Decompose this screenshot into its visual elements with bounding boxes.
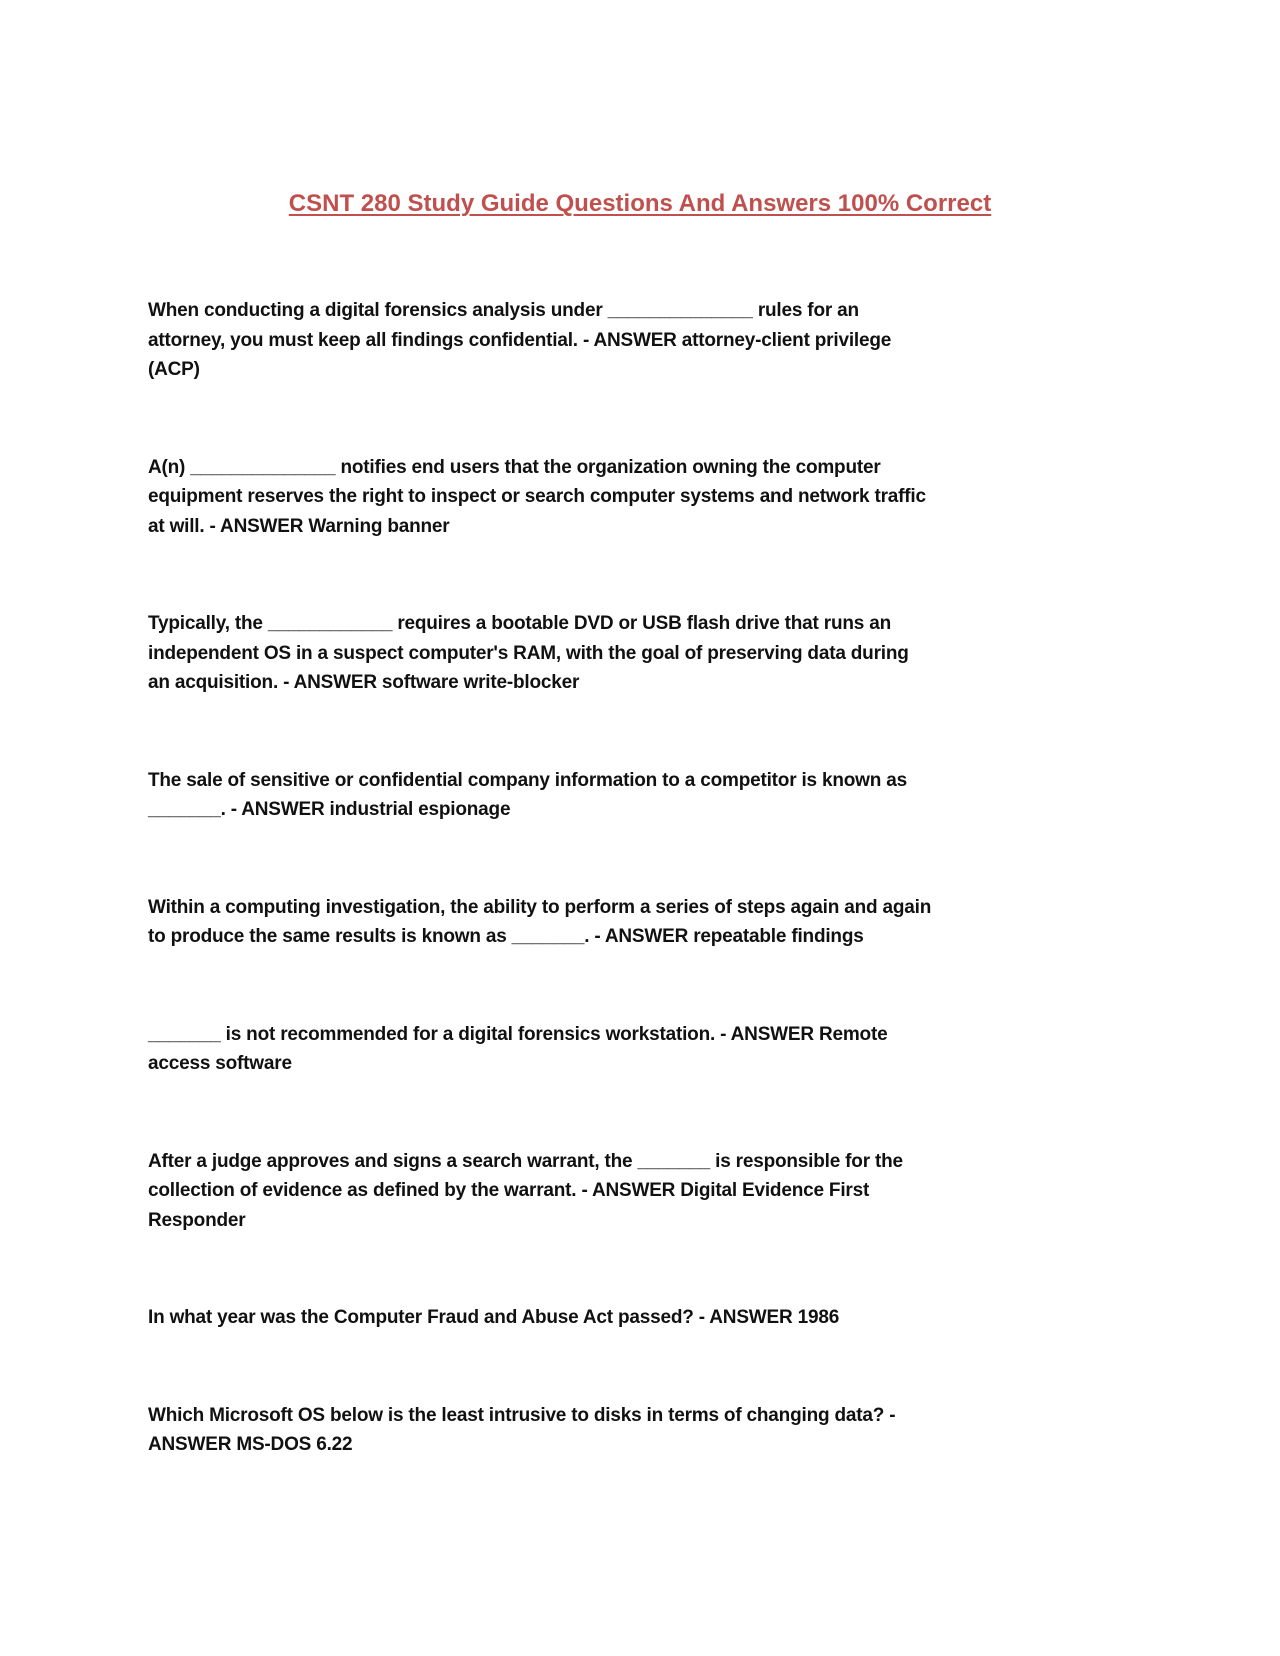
question-answer-item [148, 766, 1148, 825]
document-title-wrap [0, 190, 1280, 218]
question-answer-line: In what year was the Computer Fraud and Abuse Act passed? - ANSWER 1986 [148, 1307, 840, 1328]
question-answer-line: equipment reserves the right to inspect or search computer systems and network traffic [148, 486, 926, 507]
question-answer-line: When conducting a digital forensics analysis under ______________ rules for an [148, 300, 859, 321]
question-answer-line: Responder [148, 1209, 246, 1231]
question-answer-line: _______. - ANSWER industrial espionage [148, 799, 511, 820]
question-answer-line: _______ is not recommended for a digital forensics workstation. - ANSWER Remote [148, 1023, 888, 1045]
question-answer-line: Typically, the ____________ requires a bootable DVD or USB flash drive that runs an [148, 613, 891, 634]
question-answer-line: (ACP) [148, 359, 200, 380]
question-answer-line: to produce the same results is known as _______. - ANSWER repeatable findings [148, 926, 864, 947]
question-answer-line: Which Microsoft OS below is the least intrusive to disks in terms of changing data? - [148, 1404, 896, 1426]
question-answer-item [148, 609, 1148, 698]
question-answer-line: an acquisition. - ANSWER software write-blocker [148, 672, 580, 693]
question-answer-line: independent OS in a suspect computer's RAM, with the goal of preserving data during [148, 642, 909, 664]
question-answer-line: attorney, you must keep all findings confidential. - ANSWER attorney-client privilege [148, 329, 892, 351]
question-answer-list [148, 296, 1148, 1528]
question-answer-item [148, 1147, 1148, 1236]
question-answer-line: access software [148, 1053, 292, 1074]
question-answer-item [148, 1020, 1148, 1079]
question-answer-line: After a judge approves and signs a search warrant, the _______ is responsible for the [148, 1150, 903, 1172]
question-answer-line: ANSWER MS-DOS 6.22 [148, 1434, 353, 1455]
question-answer-line: A(n) ______________ notifies end users that the organization owning the computer [148, 456, 881, 478]
question-answer-item [148, 1303, 1148, 1333]
document-title: CSNT 280 Study Guide Questions And Answers 100% Correct [288, 190, 992, 217]
question-answer-item [148, 893, 1148, 952]
question-answer-line: collection of evidence as defined by the warrant. - ANSWER Digital Evidence First [148, 1180, 870, 1201]
question-answer-item [148, 453, 1148, 542]
question-answer-line: Within a computing investigation, the ability to perform a series of steps again and again [148, 896, 932, 918]
question-answer-item [148, 1401, 1148, 1460]
question-answer-line: at will. - ANSWER Warning banner [148, 515, 450, 537]
question-answer-line: The sale of sensitive or confidential company information to a competitor is known as [148, 769, 907, 791]
question-answer-item [148, 296, 1148, 385]
